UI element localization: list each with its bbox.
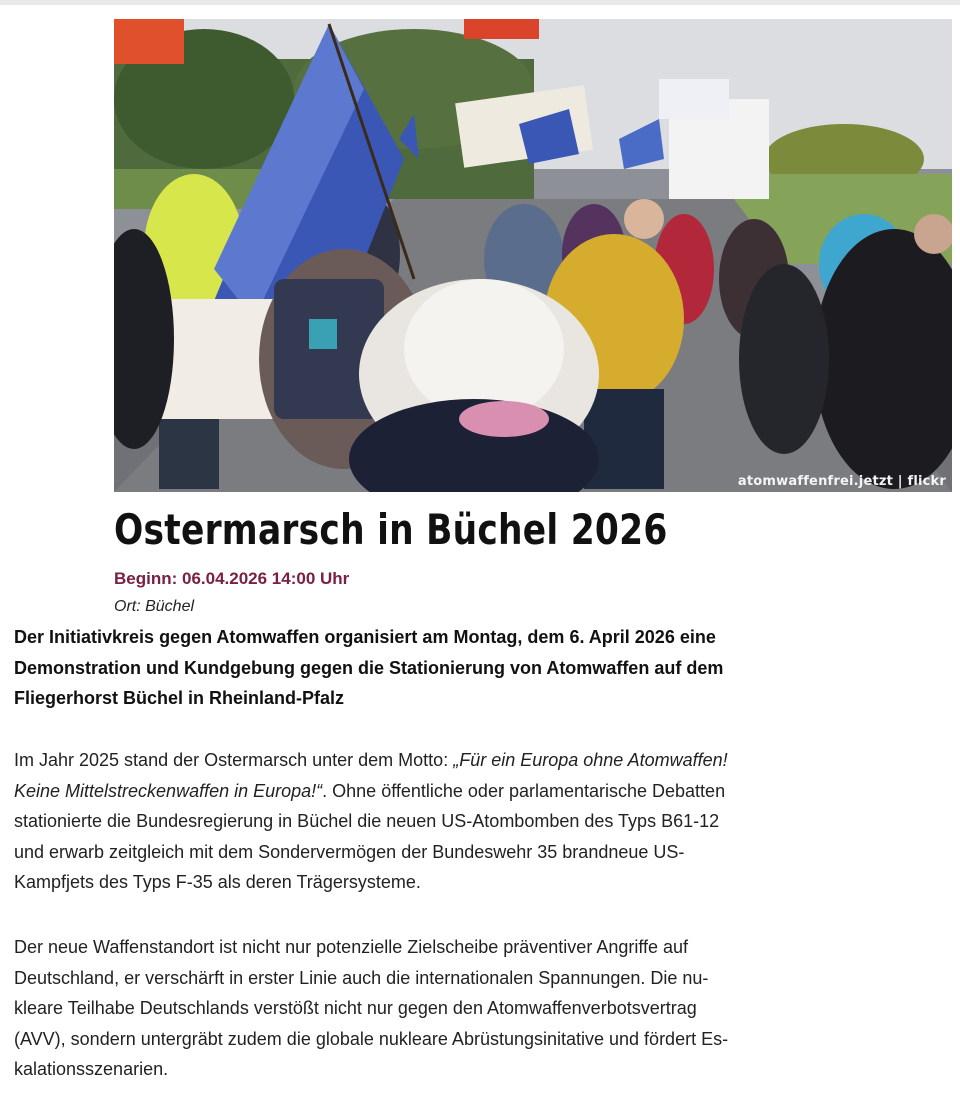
- hero-photo: [114, 19, 952, 492]
- paragraph-text: kleare Teilhabe Deutschlands verstößt nicht nur gegen den Atomwaffenverbotsvertrag: [14, 998, 697, 1018]
- protest-march-photo-icon: [114, 19, 952, 492]
- body-paragraph-1: [14, 745, 914, 898]
- paragraph-text: kalationsszenarien.: [14, 1059, 169, 1079]
- lead-line: Der Initiativkreis gegen Atomwaffen organisiert am Montag, dem 6. April 2026 eine: [14, 627, 716, 647]
- lead-line: Demonstration und Kundgebung gegen die Stationierung von Atomwaffen auf dem: [14, 657, 724, 678]
- photo-credit: atomwaffenfrei.jetzt | flickr: [737, 474, 946, 489]
- motto-text: Keine Mittelstreckenwaffen in Europa!“: [14, 780, 323, 801]
- lead-paragraph: [14, 622, 894, 714]
- event-place: Ort: Büchel: [114, 598, 195, 615]
- page-title: Ostermarsch in Büchel 2026: [114, 505, 668, 554]
- paragraph-text: Deutschland, er verschärft in erster Linie auch die internationalen Spannungen. Die nu-: [14, 967, 709, 988]
- event-start: Beginn: 06.04.2026 14:00 Uhr: [114, 569, 350, 588]
- paragraph-text: Kampfjets des Typs F-35 als deren Trägersysteme.: [14, 872, 421, 892]
- paragraph-text: . Ohne öffentliche oder parlamentarische Debatten: [322, 780, 726, 801]
- paragraph-text: (AVV), sondern untergräbt zudem die globale nukleare Abrüstungsinitative und fördert Es-: [14, 1028, 729, 1049]
- paragraph-text: stationierte die Bundesregierung in Büchel die neuen US-Atombomben des Typs B61-12: [14, 811, 720, 831]
- paragraph-text: und erwarb zeitgleich mit dem Sondervermögen der Bundeswehr 35 brandneue US-: [14, 841, 685, 862]
- paragraph-text: Im Jahr 2025 stand der Ostermarsch unter dem Motto:: [14, 750, 454, 770]
- motto-text: „Für ein Europa ohne Atomwaffen!: [453, 750, 728, 770]
- top-bar: [0, 0, 960, 5]
- body-paragraph-2: [14, 932, 914, 1085]
- paragraph-text: Der neue Waffenstandort ist nicht nur potenzielle Zielscheibe präventiver Angriffe auf: [14, 937, 689, 957]
- lead-line: Fliegerhorst Büchel in Rheinland-Pfalz: [14, 688, 345, 708]
